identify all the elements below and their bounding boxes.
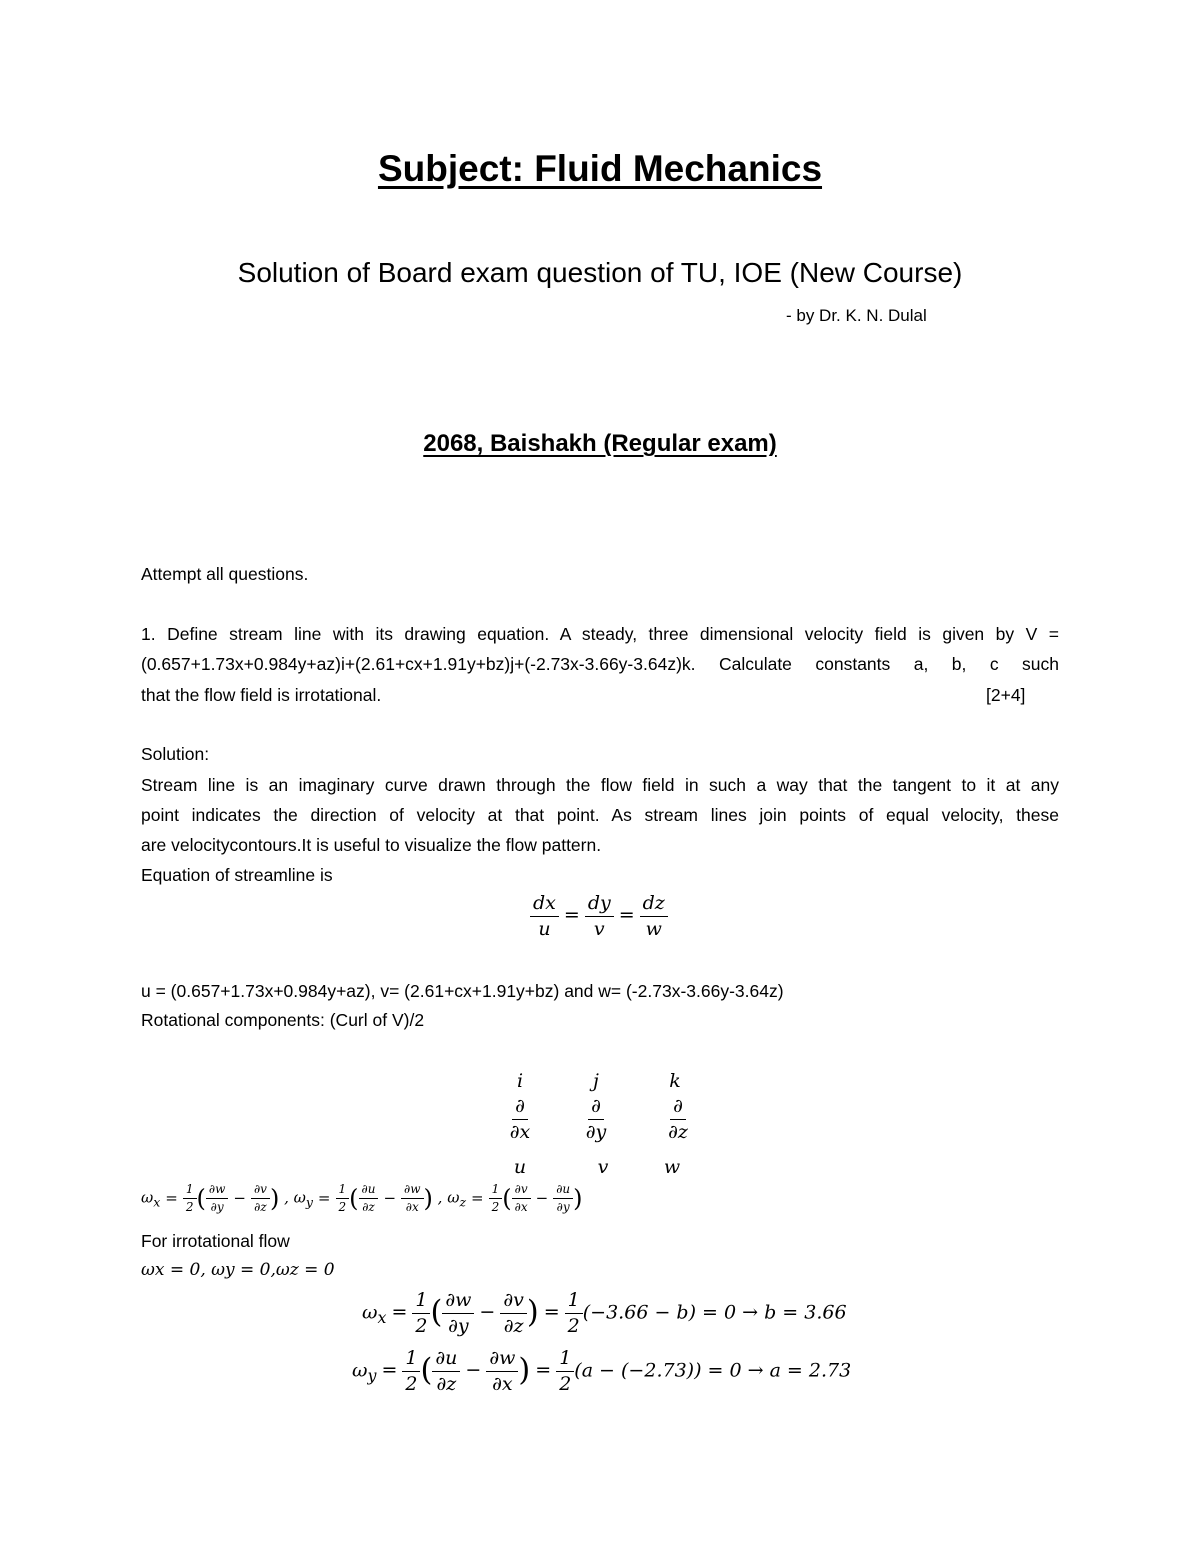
- velocity-components: u = (0.657+1.73x+0.984y+az), v= (2.61+cx+1.91y+bz) and w= (-2.73x-3.66y-3.64z): [141, 981, 784, 1001]
- solution-line-2: point indicates the direction of velocity at that point. As stream lines join points of equal velocity, these: [141, 805, 1059, 825]
- streamline-eq-intro: Equation of streamline is: [141, 865, 333, 885]
- question-line-2: (0.657+1.73x+0.984y+az)i+(2.61+cx+1.91y+bz)j+(-2.73x-3.66y-3.64z)k. Calculate constants a, b, c such: [141, 654, 1059, 674]
- page-subtitle: Solution of Board exam question of TU, IOE (New Course): [237, 257, 963, 288]
- matrix-w: w: [663, 1156, 681, 1178]
- question-line-3: that the flow field is irrotational.: [141, 685, 382, 705]
- author-line: - by Dr. K. N. Dulal: [786, 306, 927, 325]
- matrix-d-dy: $\frac{\partial}{\partial y}$: [585, 1095, 607, 1143]
- solution-line-1: Stream line is an imaginary curve drawn through the flow field in such a way that the tangent to it at any: [141, 775, 1059, 795]
- solution-label: Solution:: [141, 744, 210, 764]
- question-marks: [2+4]: [986, 685, 1026, 705]
- matrix-d-dx: $\frac{\partial}{\partial x}$: [509, 1095, 531, 1143]
- omega-y-result: (a − (−2.73)) = 0 → a = 2.73: [574, 1359, 852, 1382]
- omega-definitions: $\omega_x$ = $\frac{1}{2}$ ( $\frac{\partial w}{\partial y}$ − $\frac{\partial v}{\partial z}$ ) , $\omega_y$ = $\frac{1}{2}$ ( $\frac{\partial u}{\partial z}$ − $\frac{\partial w}{\partial x}$ ) , $\omega_z$ = $\frac{1}{2}$ ( $\frac{\partial v}{\partial x}$ − $\frac{\partial u}{\partial y}$ ): [141, 1182, 583, 1215]
- matrix-d-dz: $\frac{\partial}{\partial z}$: [668, 1095, 688, 1143]
- page-title: Subject: Fluid Mechanics: [377, 148, 823, 189]
- matrix-k: k: [669, 1070, 681, 1092]
- instruction: Attempt all questions.: [141, 564, 309, 584]
- streamline-equation: $\frac{dx}{u}$ = $\frac{dy}{v}$ = $\frac{dz}{w}$: [530, 893, 668, 940]
- rotational-components-label: Rotational components: (Curl of V)/2: [141, 1010, 425, 1030]
- omega-y-equation: $\omega_y$ = $\frac{1}{2}$ ( $\frac{\partial u}{\partial z}$ − $\frac{\partial w}{\partial x}$ ) = $\frac{1}{2}$ (a − (−2.73)) = 0 → a = 2.73: [352, 1347, 852, 1395]
- omega-x-equation: $\omega_x$ = $\frac{1}{2}$ ( $\frac{\partial w}{\partial y}$ − $\frac{\partial v}{\partial z}$ ) = $\frac{1}{2}$ (−3.66 − b) = 0 → b = 3.66: [362, 1289, 847, 1337]
- solution-line-3: are velocitycontours.It is useful to visualize the flow pattern.: [141, 835, 602, 855]
- irrotational-condition: ωx = 0, ωy = 0,ωz = 0: [141, 1260, 335, 1280]
- irrotational-label: For irrotational flow: [141, 1231, 290, 1251]
- question-line-1: 1. Define stream line with its drawing equation. A steady, three dimensional velocity field is given by V =: [141, 624, 1059, 644]
- matrix-i: i: [516, 1070, 524, 1092]
- exam-title: 2068, Baishakh (Regular exam): [423, 430, 777, 457]
- omega-x-result: (−3.66 − b) = 0 → b = 3.66: [582, 1301, 847, 1324]
- matrix-u: u: [513, 1156, 527, 1178]
- matrix-v: v: [597, 1156, 609, 1178]
- matrix-j: j: [593, 1070, 599, 1092]
